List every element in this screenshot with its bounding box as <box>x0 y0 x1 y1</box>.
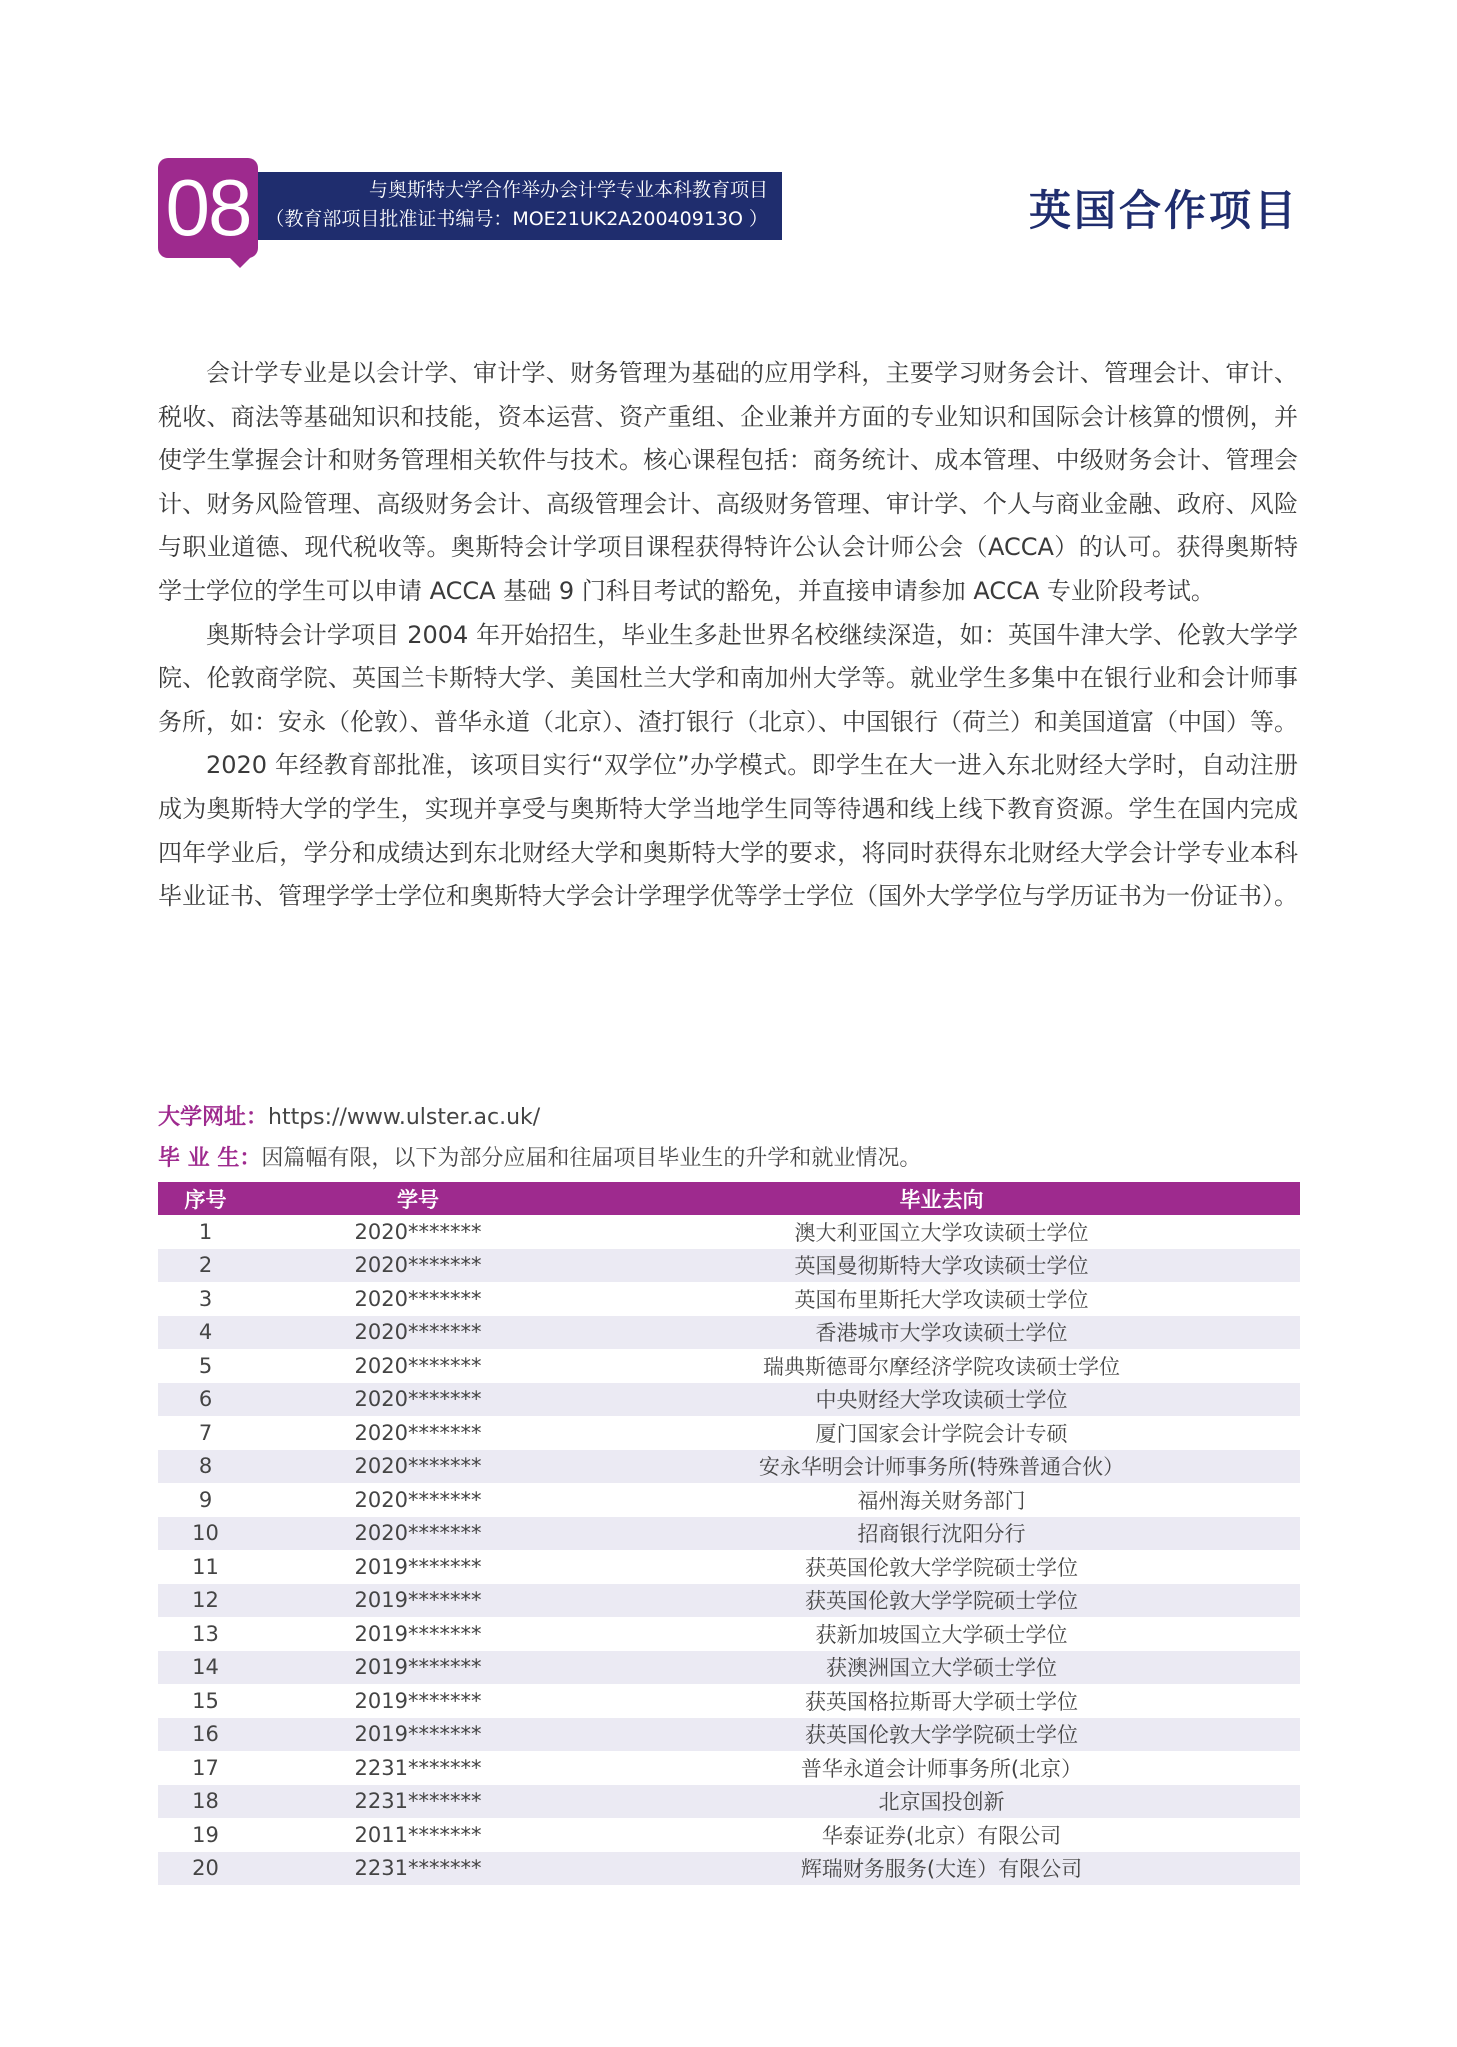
row-student-id: 2020******* <box>253 1450 583 1484</box>
table-row <box>158 1517 1300 1551</box>
table-row <box>158 1450 1300 1484</box>
row-student-id: 2011******* <box>354 1822 482 1847</box>
table-row <box>158 1316 1300 1350</box>
table-row <box>158 1550 1300 1584</box>
row-student-id: 2020******* <box>354 1286 482 1311</box>
header-index: 序号 <box>158 1182 253 1215</box>
row-index: 4 <box>158 1316 253 1350</box>
body-text <box>158 352 1298 919</box>
row-destination: 获英国伦敦大学学院硕士学位 <box>583 1718 1300 1752</box>
section-number: 08 <box>165 163 251 252</box>
row-destination: 获英国格拉斯哥大学硕士学位 <box>805 1689 1078 1714</box>
table-row <box>158 1684 1300 1718</box>
table-row <box>158 1349 1300 1383</box>
row-student-id: 2019******* <box>354 1554 482 1579</box>
header-student-id: 学号 <box>253 1182 583 1215</box>
table-row <box>158 1651 1300 1685</box>
row-index: 5 <box>198 1353 213 1378</box>
paragraph: 奥斯特会计学项目 2004 年开始招生，毕业生多赴世界名校继续深造，如：英国牛津大学、伦敦大学学院、伦敦商学院、英国兰卡斯特大学、美国杜兰大学和南加州大学等。就业学生多集中在银行业和会计师事务所，如：安永（伦敦）、普华永道（北京）、渣打银行（北京）、中国银行（荷兰）和美国道富（中国）等。 <box>158 620 1298 736</box>
row-index: 1 <box>198 1219 213 1244</box>
table-row <box>158 1617 1300 1651</box>
row-index: 20 <box>158 1852 253 1886</box>
row-student-id: 2019******* <box>253 1584 583 1618</box>
row-destination: 获英国伦敦大学学院硕士学位 <box>583 1584 1300 1618</box>
row-index: 17 <box>192 1755 219 1780</box>
graduates-label: 毕 业 生： <box>158 1146 262 1171</box>
project-title-bar <box>258 172 782 240</box>
row-index: 10 <box>158 1517 253 1551</box>
table-row <box>158 1383 1300 1417</box>
row-destination: 瑞典斯德哥尔摩经济学院攻读硕士学位 <box>763 1354 1120 1379</box>
table-row <box>158 1751 1300 1785</box>
row-destination: 安永华明会计师事务所(特殊普通合伙） <box>583 1450 1300 1484</box>
row-destination: 获新加坡国立大学硕士学位 <box>815 1622 1068 1647</box>
row-student-id: 2020******* <box>253 1383 583 1417</box>
row-index: 14 <box>158 1651 253 1685</box>
section-title: 英国合作项目 <box>1028 186 1299 235</box>
row-index: 13 <box>192 1621 219 1646</box>
row-student-id: 2019******* <box>253 1718 583 1752</box>
row-destination: 获澳洲国立大学硕士学位 <box>583 1651 1300 1685</box>
table-row <box>158 1718 1300 1752</box>
row-index: 2 <box>158 1249 253 1283</box>
row-index: 12 <box>158 1584 253 1618</box>
row-destination: 香港城市大学攻读硕士学位 <box>583 1316 1300 1350</box>
table-header-row <box>158 1182 1300 1215</box>
row-student-id: 2020******* <box>354 1487 482 1512</box>
row-student-id: 2231******* <box>253 1852 583 1886</box>
row-destination: 获英国伦敦大学学院硕士学位 <box>805 1555 1078 1580</box>
row-destination: 英国曼彻斯特大学攻读硕士学位 <box>583 1249 1300 1283</box>
row-student-id: 2019******* <box>354 1688 482 1713</box>
row-student-id: 2020******* <box>253 1517 583 1551</box>
row-index: 3 <box>198 1286 213 1311</box>
row-destination: 辉瑞财务服务(大连）有限公司 <box>583 1852 1300 1886</box>
table-row <box>158 1785 1300 1819</box>
graduates-table <box>158 1182 1300 1885</box>
project-title-line1: 与奥斯特大学合作举办会计学专业本科教育项目 <box>368 179 768 201</box>
university-url-line <box>158 1103 1298 1133</box>
university-url-link[interactable]: https://www.ulster.ac.uk/ <box>268 1105 541 1130</box>
table-row <box>158 1249 1300 1283</box>
row-destination: 澳大利亚国立大学攻读硕士学位 <box>794 1220 1089 1245</box>
row-student-id: 2020******* <box>354 1219 482 1244</box>
table-row <box>158 1215 1300 1249</box>
section-number-badge <box>158 158 258 258</box>
graduates-line <box>158 1144 1298 1174</box>
paragraph: 2020 年经教育部批准，该项目实行“双学位”办学模式。即学生在大一进入东北财经大学时，自动注册成为奥斯特大学的学生，实现并享受与奥斯特大学当地学生同等待遇和线上线下教育资源。学生在国内完成四年学业后，学分和成绩达到东北财经大学和奥斯特大学的要求，将同时获得东北财经大学会计学专业本科毕业证书、管理学学士学位和奥斯特大学会计学理学优等学士学位（国外大学学位与学历证书为一份证书）。 <box>158 751 1298 911</box>
badge-pointer <box>228 256 252 268</box>
row-destination: 英国布里斯托大学攻读硕士学位 <box>794 1287 1089 1312</box>
row-index: 6 <box>158 1383 253 1417</box>
row-destination: 厦门国家会计学院会计专硕 <box>815 1421 1068 1446</box>
row-index: 19 <box>192 1822 219 1847</box>
row-student-id: 2020******* <box>253 1249 583 1283</box>
table-row <box>158 1818 1300 1852</box>
row-student-id: 2019******* <box>253 1651 583 1685</box>
table-row <box>158 1584 1300 1618</box>
row-index: 18 <box>158 1785 253 1819</box>
row-destination: 北京国投创新 <box>583 1785 1300 1819</box>
row-index: 8 <box>158 1450 253 1484</box>
row-destination: 福州海关财务部门 <box>857 1488 1026 1513</box>
row-student-id: 2231******* <box>253 1785 583 1819</box>
row-destination: 普华永道会计师事务所(北京） <box>800 1756 1083 1781</box>
table-row <box>158 1282 1300 1316</box>
header-destination: 毕业去向 <box>583 1182 1300 1215</box>
project-title-line2: （教育部项目批准证书编号：MOE21UK2A20040913O ） <box>265 208 768 230</box>
table-body <box>158 1215 1300 1885</box>
row-destination: 招商银行沈阳分行 <box>583 1517 1300 1551</box>
table-row <box>158 1483 1300 1517</box>
row-index: 15 <box>192 1688 219 1713</box>
row-index: 16 <box>158 1718 253 1752</box>
row-student-id: 2020******* <box>354 1420 482 1445</box>
graduates-note: 因篇幅有限，以下为部分应届和往届项目毕业生的升学和就业情况。 <box>261 1146 922 1171</box>
table-row <box>158 1852 1300 1886</box>
row-index: 9 <box>198 1487 213 1512</box>
row-destination: 中央财经大学攻读硕士学位 <box>583 1383 1300 1417</box>
table-row <box>158 1416 1300 1450</box>
url-label: 大学网址： <box>158 1105 269 1130</box>
row-student-id: 2019******* <box>354 1621 482 1646</box>
paragraph: 会计学专业是以会计学、审计学、财务管理为基础的应用学科，主要学习财务会计、管理会计、审计、税收、商法等基础知识和技能，资本运营、资产重组、企业兼并方面的专业知识和国际会计核算的惯例，并使学生掌握会计和财务管理相关软件与技术。核心课程包括：商务统计、成本管理、中级财务会计、管理会计、财务风险管理、高级财务会计、高级管理会计、高级财务管理、审计学、个人与商业金融、政府、风险与职业道德、现代税收等。奥斯特会计学项目课程获得特许公认会计师公会（ACCA）的认可。获得奥斯特学士学位的学生可以申请 ACCA 基础 9 门科目考试的豁免，并直接申请参加 ACCA 专业阶段考试。 <box>158 359 1298 605</box>
row-index: 11 <box>192 1554 219 1579</box>
row-student-id: 2020******* <box>253 1316 583 1350</box>
row-student-id: 2231******* <box>354 1755 482 1780</box>
row-student-id: 2020******* <box>354 1353 482 1378</box>
row-index: 7 <box>198 1420 213 1445</box>
row-destination: 华泰证券(北京）有限公司 <box>821 1823 1062 1848</box>
